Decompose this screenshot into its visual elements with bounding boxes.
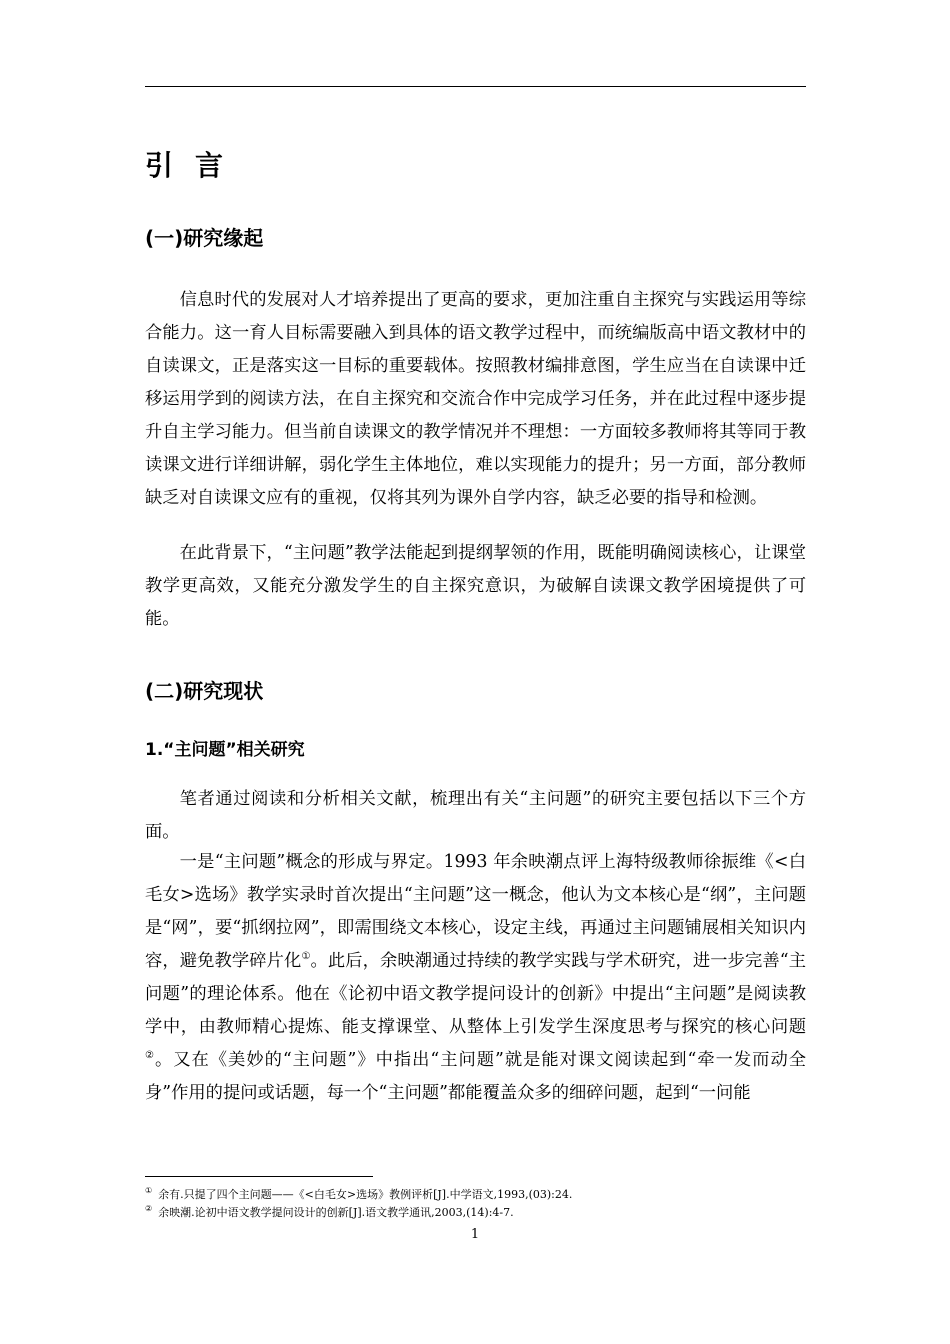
paragraph-text: 。又在《美妙的“主问题”》中指出“主问题”就是能对课文阅读起到“牵一发而动全身”作用的提问或话题，每一个“主问题”都能覆盖众多的细碎问题，起到“一问能: [145, 1050, 806, 1103]
body-paragraph: [145, 846, 806, 1110]
section-heading-origin: (一)研究缘起: [145, 226, 264, 250]
footnote-text: 余有.只提了四个主问题——《<白毛女>选场》教例评析[J].中学语文,1993,(03):24.: [158, 1188, 573, 1201]
paragraph-text: 。此后，余映潮通过持续的教学实践与学术研究，进一步完善“主问题”的理论体系。他在《论初中语文教学提问设计的创新》中提出“主问题”是阅读教学中，由教师精心提炼、能支撑课堂、从整体上引发学生深度思考与探究的核心问题: [145, 951, 807, 1037]
footnote-separator: [145, 1176, 373, 1177]
body-paragraph: 笔者通过阅读和分析相关文献，梳理出有关“主问题”的研究主要包括以下三个方面。: [145, 789, 806, 842]
footnote: [145, 1205, 806, 1221]
header-rule: [145, 86, 806, 87]
section-heading-status: (二)研究现状: [145, 679, 264, 703]
footnote-reference[interactable]: ①: [301, 951, 311, 963]
body-paragraph: 在此背景下，“主问题”教学法能起到提纲挈领的作用，既能明确阅读核心，让课堂教学更高效，又能充分激发学生的自主探究意识，为破解自读课文教学困境提供了可能。: [145, 543, 806, 629]
subsection-heading: 1.“主问题”相关研究: [145, 740, 305, 760]
footnote: [145, 1187, 806, 1203]
footnote-mark: ①: [145, 1186, 153, 1196]
footnote-text: 余映潮.论初中语文教学提问设计的创新[J].语文教学通讯,2003,(14):4-7.: [158, 1206, 514, 1219]
footnote-reference[interactable]: ②: [145, 1050, 155, 1062]
chapter-title: 引言: [145, 149, 246, 182]
page-number: 1: [470, 1227, 480, 1242]
body-paragraph: 信息时代的发展对人才培养提出了更高的要求，更加注重自主探究与实践运用等综合能力。这一育人目标需要融入到具体的语文教学过程中，而统编版高中语文教材中的自读课文，正是落实这一目标的重要载体。按照教材编排意图，学生应当在自读课中迁移运用学到的阅读方法，在自主探究和交流合作中完成学习任务，并在此过程中逐步提升自主学习能力。但当前自读课文的教学情况并不理想：一方面较多教师将其等同于教读课文进行详细讲解，弱化学生主体地位，难以实现能力的提升；另一方面，部分教师缺乏对自读课文应有的重视，仅将其列为课外自学内容，缺乏必要的指导和检测。: [145, 290, 806, 508]
footnote-mark: ②: [145, 1204, 153, 1214]
paragraph-text: 一是“主问题”概念的形成与界定。1993 年余映潮点评上海特级教师徐振维《<白毛女>选场》教学实录时首次提出“主问题”这一概念，他认为文本核心是“纲”，主问题是“网”，要“抓纲拉网”，即需围绕文本核心，设定主线，再通过主问题铺展相关知识内容，避免教学碎片化: [145, 852, 806, 971]
